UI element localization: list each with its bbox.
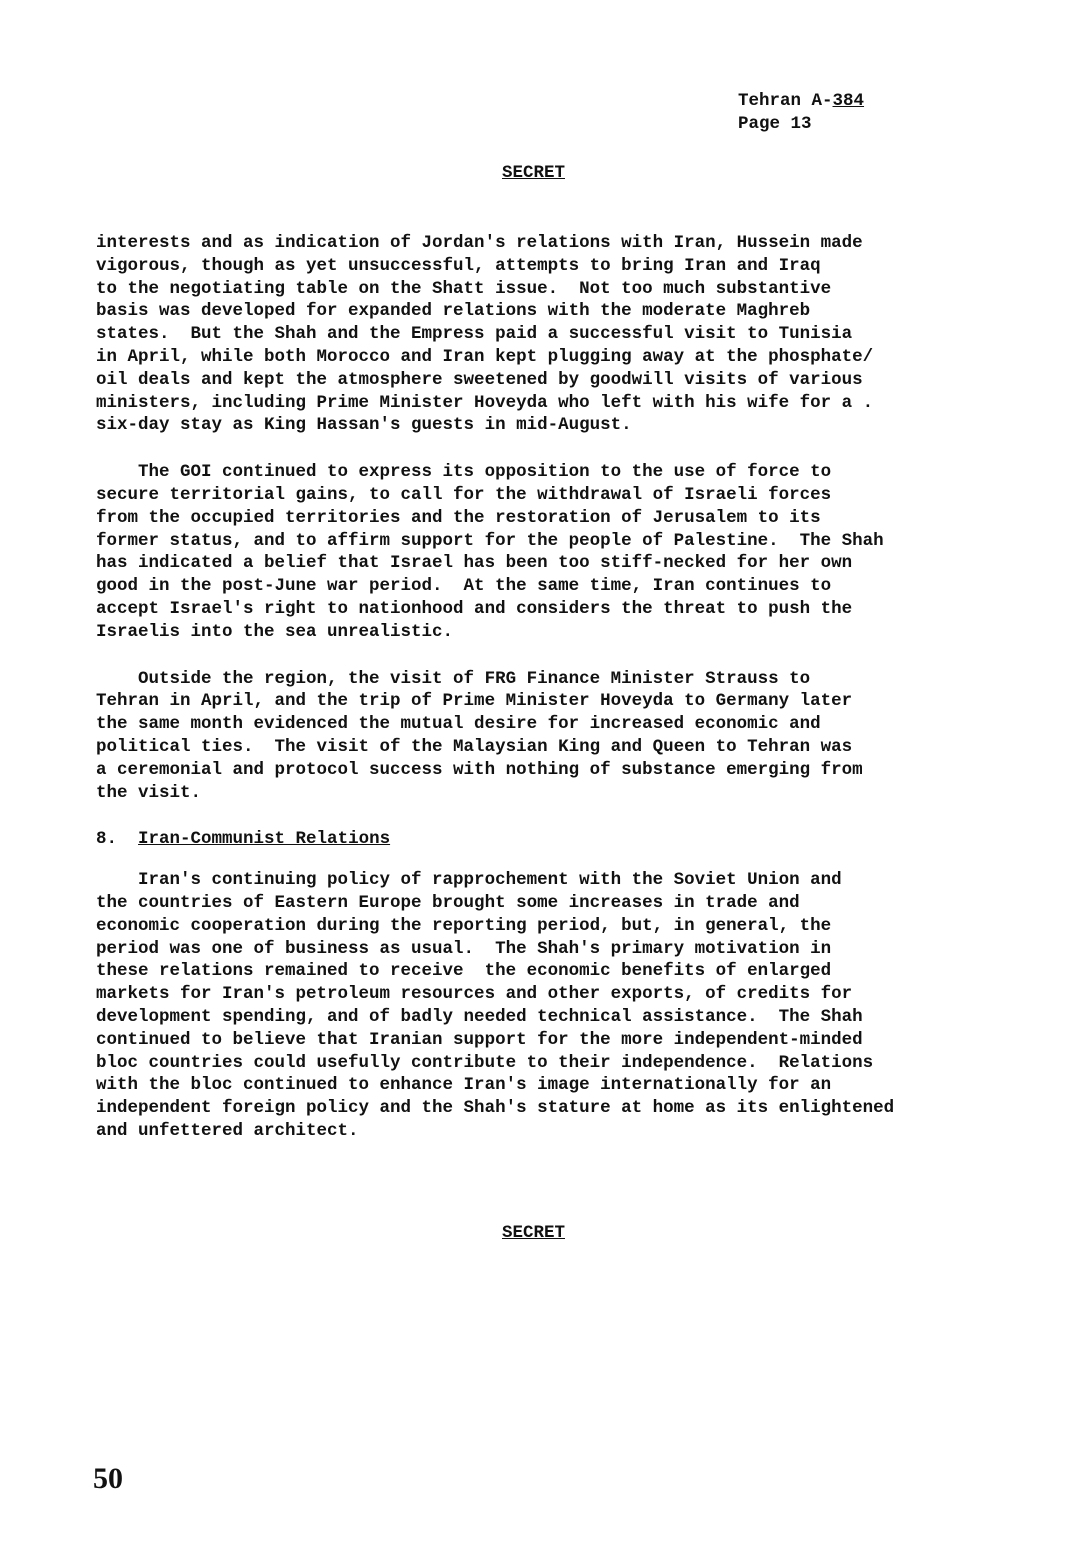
text-line: in April, while both Morocco and Iran kept plugging away at the phosphate/ bbox=[96, 346, 874, 367]
paragraph-jordan-maghreb bbox=[96, 232, 996, 437]
text-line: to the negotiating table on the Shatt issue. Not too much substantive bbox=[96, 278, 832, 299]
text-line: the countries of Eastern Europe brought some increases in trade and bbox=[96, 892, 800, 913]
paragraph-communist-relations bbox=[96, 869, 996, 1143]
text-line: from the occupied territories and the restoration of Jerusalem to its bbox=[96, 507, 821, 528]
text-line: secure territorial gains, to call for the withdrawal of Israeli forces bbox=[96, 484, 832, 505]
text-line: continued to believe that Iranian support for the more independent-minded bbox=[96, 1029, 863, 1050]
document-reference bbox=[738, 90, 864, 136]
section-heading bbox=[96, 828, 996, 851]
section-number: 8. bbox=[96, 829, 118, 850]
text-line: ministers, including Prime Minister Hoveyda who left with his wife for a . bbox=[96, 392, 874, 413]
text-line: political ties. The visit of the Malaysian King and Queen to Tehran was bbox=[96, 736, 853, 757]
text-line: states. But the Shah and the Empress paid a successful visit to Tunisia bbox=[96, 324, 853, 345]
doc-number: 384 bbox=[832, 91, 865, 111]
text-line: oil deals and kept the atmosphere sweetened by goodwill visits of various bbox=[96, 369, 863, 390]
text-line: accept Israel's right to nationhood and considers the threat to push the bbox=[96, 598, 853, 619]
page-label: Page 13 bbox=[738, 113, 812, 134]
text-line: the visit. bbox=[96, 782, 202, 803]
text-line: Tehran in April, and the trip of Prime Minister Hoveyda to Germany later bbox=[96, 691, 853, 712]
text-line: period was one of business as usual. The Shah's primary motivation in bbox=[96, 938, 832, 959]
text-line: development spending, and of badly needed technical assistance. The Shah bbox=[96, 1006, 863, 1027]
text-line: economic cooperation during the reporting period, but, in general, the bbox=[96, 915, 832, 936]
classification-marking-bottom: SECRET bbox=[501, 1223, 565, 1243]
text-line: The GOI continued to express its opposition to the use of force to bbox=[96, 462, 832, 483]
text-line: markets for Iran's petroleum resources and other exports, of credits for bbox=[96, 984, 853, 1005]
text-line: bloc countries could usefully contribute to their independence. Relations bbox=[96, 1052, 874, 1073]
text-line: Outside the region, the visit of FRG Finance Minister Strauss to bbox=[96, 668, 811, 689]
document-body bbox=[96, 232, 996, 1167]
text-line: Israelis into the sea unrealistic. bbox=[96, 621, 454, 642]
text-line: the same month evidenced the mutual desire for increased economic and bbox=[96, 714, 821, 735]
page-number: 50 bbox=[93, 1462, 123, 1495]
text-line: and unfettered architect. bbox=[96, 1120, 359, 1141]
text-line: independent foreign policy and the Shah's stature at home as its enlightened bbox=[96, 1098, 895, 1119]
text-line: good in the post-June war period. At the same time, Iran continues to bbox=[96, 576, 832, 597]
text-line: vigorous, though as yet unsuccessful, attempts to bring Iran and Iraq bbox=[96, 255, 821, 276]
text-line: interests and as indication of Jordan's relations with Iran, Hussein made bbox=[96, 233, 863, 253]
text-line: these relations remained to receive the economic benefits of enlarged bbox=[96, 961, 832, 982]
text-line: former status, and to affirm support for the people of Palestine. The Shah bbox=[96, 530, 884, 551]
paragraph-israel bbox=[96, 461, 996, 643]
text-line: has indicated a belief that Israel has been too stiff-necked for her own bbox=[96, 553, 853, 574]
paragraph-outside-region bbox=[96, 668, 996, 805]
text-line: with the bloc continued to enhance Iran's image internationally for an bbox=[96, 1075, 832, 1096]
doc-number-line bbox=[738, 90, 864, 113]
text-line: six-day stay as King Hassan's guests in mid-August. bbox=[96, 415, 632, 436]
doc-prefix: Tehran A- bbox=[738, 91, 833, 111]
text-line: Iran's continuing policy of rapprochement with the Soviet Union and bbox=[96, 870, 842, 891]
text-line: a ceremonial and protocol success with nothing of substance emerging from bbox=[96, 759, 863, 780]
text-line: basis was developed for expanded relations with the moderate Maghreb bbox=[96, 301, 811, 322]
section-title: Iran-Communist Relations bbox=[138, 829, 391, 850]
classification-marking-top: SECRET bbox=[501, 163, 565, 183]
